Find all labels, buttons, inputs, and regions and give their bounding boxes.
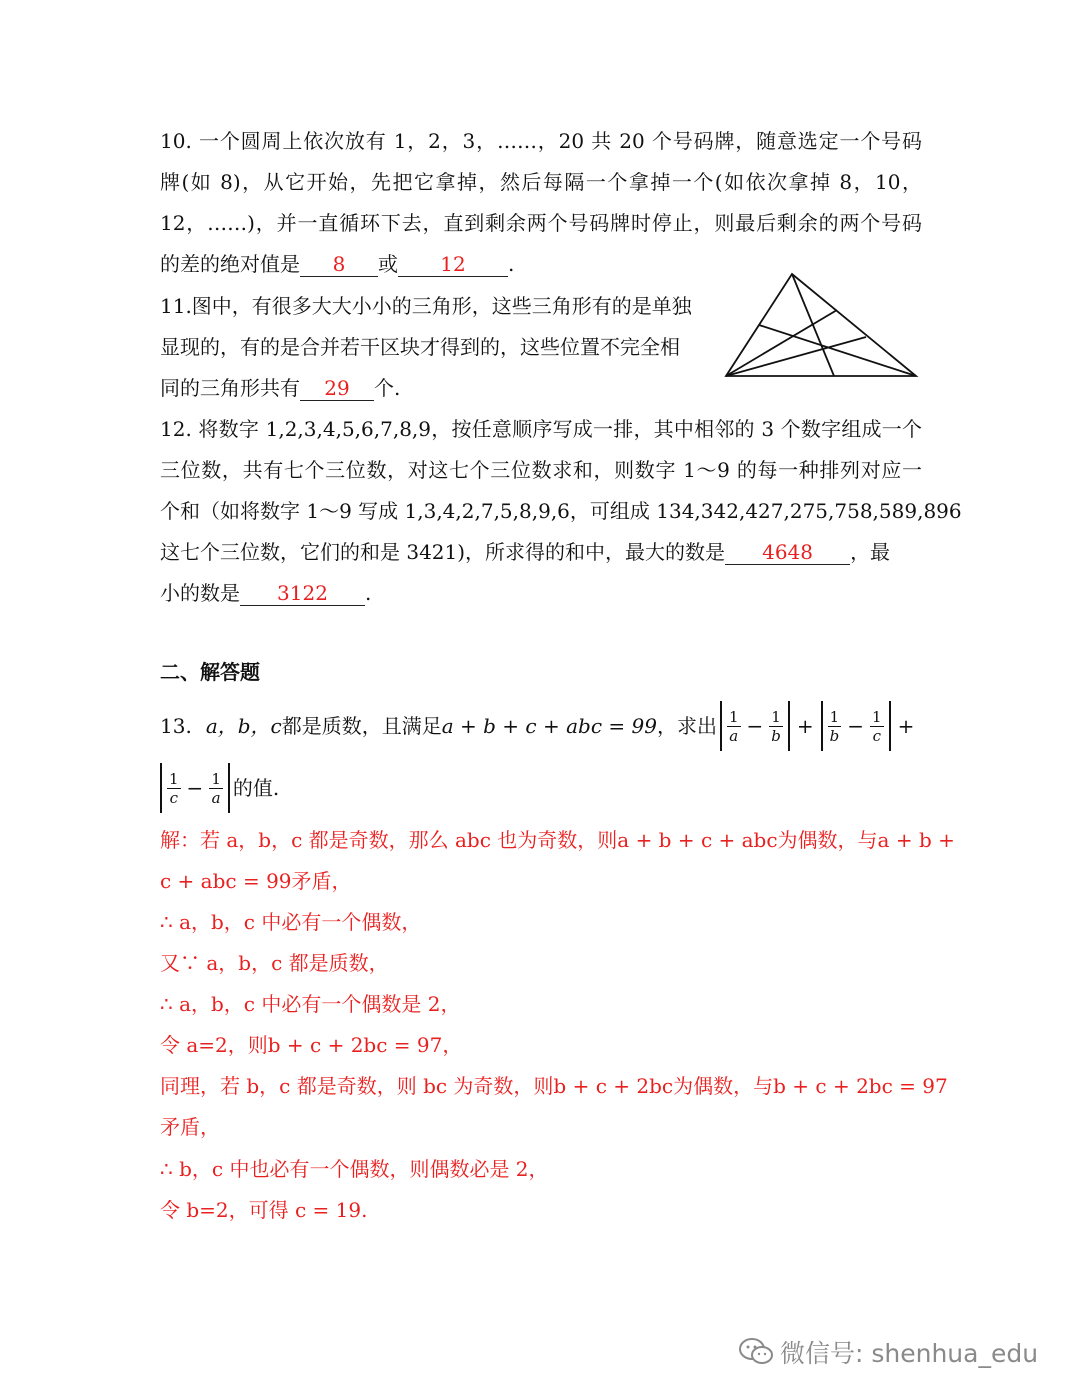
- fraction-1a: $\frac{1}{a}$: [728, 707, 739, 745]
- triangle-figure: [722, 270, 920, 386]
- q13-line-2: [160, 760, 922, 816]
- q10-answer-1: 8: [300, 252, 378, 277]
- solution-line-6: 令 a=2，则b + c + 2bc = 97，: [160, 1033, 463, 1057]
- fraction-3a: $\frac{1}{c}$: [169, 769, 179, 807]
- wechat-icon: [738, 1337, 774, 1367]
- section-title: 二、解答题: [160, 660, 260, 684]
- q12-period: .: [365, 581, 372, 605]
- q12-line-1: 12. 将数字 1,2,3,4,5,6,7,8,9，按任意顺序写成一排，其中相邻的 3 个数字组成一个: [160, 417, 922, 441]
- solution-line-1: 解：若 a，b，c 都是奇数，那么 abc 也为奇数，则a + b + c + abc为偶数，与a + b +: [160, 828, 955, 852]
- q13-number: 13.: [160, 714, 192, 738]
- q12-text-end: ，最: [850, 540, 891, 564]
- outer-triangle: [726, 274, 916, 376]
- solution-line-2: c + abc = 99矛盾，: [160, 869, 352, 893]
- q13-vars: a，b，c: [205, 714, 282, 738]
- q11-line-1: 11.图中，有很多大大小小的三角形，这些三角形有的是单独: [160, 294, 692, 318]
- fraction-2b: $\frac{1}{c}$: [872, 707, 882, 745]
- q13-equation: a + b + c + abc = 99: [441, 714, 657, 738]
- abs-term-1: $\frac{1}{a}$ − $\frac{1}{b}$: [717, 701, 793, 751]
- q13-text-3: 的值.: [232, 776, 280, 800]
- q12-text-2: 小的数是: [160, 581, 240, 605]
- q13-text-2: ，求出: [656, 714, 717, 738]
- solution-line-4: 又∵ a，b，c 都是质数，: [160, 951, 389, 975]
- q11-line-3: [160, 374, 720, 402]
- q13-line-1: 13. a，b，c 都是质数，且满足 a + b + c + abc = 99 ，求出 $\frac{1}{a}$ − $\frac{1}{b}$ + $\frac{1}{b}$ − $\frac{1}{c}$ +: [160, 698, 922, 754]
- q10-answer-2: 12: [398, 252, 508, 277]
- q12-line-2: 三位数，共有七个三位数，对这七个三位数求和，则数字 1～9 的每一种排列对应一: [160, 458, 922, 482]
- solution-line-9: ∴ b，c 中也必有一个偶数，则偶数必是 2，: [160, 1157, 549, 1181]
- q11-line-2: 显现的，有的是合并若干区块才得到的，这些位置不完全相: [160, 335, 680, 359]
- cevian-3: [759, 325, 916, 376]
- q11-text: 同的三角形共有: [160, 376, 300, 400]
- solution-line-10: 令 b=2，可得 c = 19.: [160, 1198, 368, 1222]
- q10-line-3: 12，……)，并一直循环下去，直到剩余两个号码牌时停止，则最后剩余的两个号码: [160, 211, 922, 235]
- q11-answer: 29: [300, 376, 374, 401]
- q12-text: 这七个三位数，它们的和是 3421)，所求得的和中，最大的数是: [160, 540, 726, 564]
- fraction-3b: $\frac{1}{a}$: [211, 769, 221, 807]
- q11-text-end: 个.: [374, 376, 401, 400]
- q12-line-3: 个和（如将数字 1～9 写成 1,3,4,2,7,5,8,9,6，可组成 134,342,427,275,758,589,896: [160, 499, 962, 523]
- q10-or: 或: [378, 252, 398, 276]
- q12-line-4: [160, 538, 922, 566]
- watermark: [738, 1332, 1038, 1372]
- q10-text: 的差的绝对值是: [160, 252, 300, 276]
- q13-text: 都是质数，且满足: [281, 714, 442, 738]
- solution-line-7: 同理，若 b，c 都是奇数，则 bc 为奇数，则b + c + 2bc为偶数，与b + c + 2bc = 97: [160, 1074, 948, 1098]
- watermark-text: 微信号: shenhua_edu: [780, 1339, 1039, 1368]
- q12-answer-max: 4648: [725, 540, 850, 565]
- q10-period: .: [508, 252, 515, 276]
- solution-line-3: ∴ a，b，c 中必有一个偶数，: [160, 910, 422, 934]
- q10-line-1: 10. 一个圆周上依次放有 1，2，3，……，20 共 20 个号码牌，随意选定一个号码: [160, 129, 922, 153]
- abs-term-2: $\frac{1}{b}$ − $\frac{1}{c}$: [818, 701, 894, 751]
- solution-line-5: ∴ a，b，c 中必有一个偶数是 2，: [160, 992, 461, 1016]
- abs-term-3: $\frac{1}{c}$ − $\frac{1}{a}$: [160, 763, 233, 813]
- solution-line-8: 矛盾，: [160, 1115, 220, 1139]
- fraction-1b: $\frac{1}{b}$: [771, 707, 781, 745]
- q12-line-5: [160, 579, 922, 607]
- q10-line-2: 牌(如 8)，从它开始，先把它拿掉，然后每隔一个拿掉一个(如依次拿掉 8，10，: [160, 170, 922, 194]
- q12-answer-min: 3122: [240, 581, 365, 606]
- fraction-2a: $\frac{1}{b}$: [829, 707, 840, 745]
